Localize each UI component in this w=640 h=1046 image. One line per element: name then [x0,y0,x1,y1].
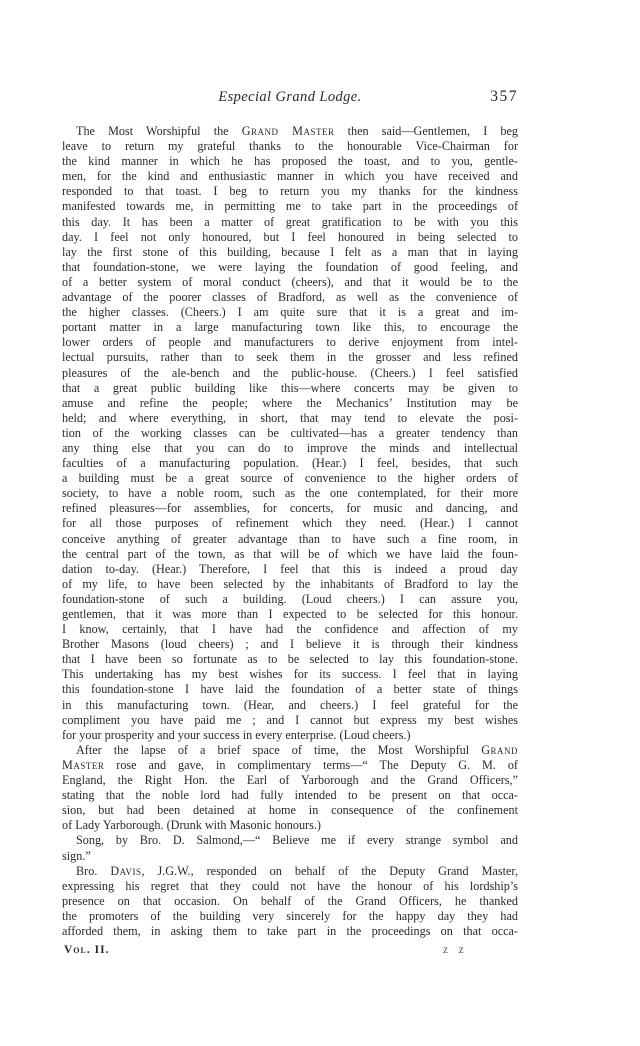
text-line: of my life, to have been selected by the inhabitants of Bradford to lay the [62,576,518,591]
text-line: Master rose and gave, in complimentary terms—“ The Deputy G. M. of [62,757,518,772]
page-body [62,124,518,939]
text-line: this day. It has been a matter of great gratification to be with you this [62,214,518,229]
text-line: faculties of a manufacturing population. (Hear.) I feel, besides, that such [62,456,518,471]
text-line: Brother Masons (loud cheers) ; and I believe it is through their kindness [62,637,518,652]
paragraph [62,833,518,863]
paragraph [62,864,518,939]
text-line: the central part of the town, as that will be of which we have laid the foun- [62,546,518,561]
page-number: 357 [490,88,519,105]
text-line: for all those purposes of refinement which they need. (Hear.) I cannot [62,516,518,531]
text-line: lay the first stone of this building, because I felt as a man that in laying [62,244,518,259]
text-line: lectual pursuits, rather than to seek them in the grosser and less refined [62,350,518,365]
paragraph [62,124,518,743]
text-line: amuse and refine the people; where the Mechanics’ Institution may be [62,395,518,410]
text-line: England, the Right Hon. the Earl of Yarborough and the Grand Officers,” [62,773,518,788]
text-line: portant matter in a large manufacturing town like this, to encourage the [62,320,518,335]
text-line: gentlemen, that it was more than I expected to be selected for this honour. [62,607,518,621]
text-line: a building must be a great source of convenience to the higher orders of [62,471,518,486]
text-line: that a great public building like this—where concerts may be given to [62,380,518,395]
text-line: in this manufacturing town. (Hear, and cheers.) I feel grateful for the [62,697,518,712]
running-title: Especial Grand Lodge. [218,89,362,105]
text-line: advantage of the poorer classes of Bradford, as well as the convenience of [62,290,518,305]
text-line: leave to return my grateful thanks to the honourable Vice-Chairman for [62,139,518,154]
text-line: of a better system of moral conduct (cheers), and that it would be to the [62,274,518,289]
text-line: stating that the noble lord had fully intended to be present on that occa- [62,788,518,803]
text-line: day. I feel not only honoured, but I feel honoured in being selected to [62,229,518,244]
running-head-right [362,88,518,106]
text-line: this foundation-stone I have laid the foundation of a better state of things [62,682,518,697]
text-line: conceive anything of greater advantage than to have such a fine room, in [62,531,518,546]
paragraph [62,743,518,834]
running-head [62,88,518,106]
text-line: held; and where everything, in short, that may tend to elevate the posi- [62,410,518,425]
text-line: the kind manner in which he has proposed the toast, and to you, gentle- [62,154,518,169]
text-line: pleasures of the ale-bench and the public-house. (Cheers.) I feel satisfied [62,365,518,380]
text-line: presence on that occasion. On behalf of the Grand Officers, he thanked [62,893,518,908]
text-line: refined pleasures—for assemblies, for concerts, for music and dancing, and [62,501,518,516]
text-line: Song, by Bro. D. Salmond,—“ Believe me if every strange symbol and [76,833,518,848]
text-line: sion, but had been detained at home in consequence of the confinement [62,803,518,818]
text-line: for your prosperity and your success in every enterprise. (Loud cheers.) [62,727,411,742]
text-line: manifested towards me, in permitting me to take part in the proceedings of [62,199,518,214]
volume-label: Vol. II. [64,944,110,956]
text-line: responded to that toast. I beg to return you my thanks for the kindness [62,184,518,199]
text-line: This undertaking has my best wishes for its success. I feel that in laying [62,667,518,682]
page-footer [62,944,518,960]
small-caps-text: Grand [481,742,518,757]
text-line: the promoters of the building very sincerely for the happy day they had [62,908,518,923]
text-line: the higher classes. (Cheers.) I am quite sure that it is a great and im- [62,305,518,320]
text-line: society, to have a noble room, such as the one contemplated, for their more [62,486,518,501]
text-line: men, for the kind and enthusiastic manner in which you have received and [62,169,518,184]
text-line: of Lady Yarborough. (Drunk with Masonic honours.) [62,818,321,833]
text-line: expressing his regret that they could not have the honour of his lordship’s [62,878,518,893]
text-line: foundation-stone of such a building. (Loud cheers.) I can assure you, [62,591,518,606]
text-line: afforded them, in asking them to take part in the proceedings on that occa- [62,923,518,938]
text-line: After the lapse of a brief space of time, the Most Worshipful Grand [76,742,518,757]
text-line: any thing else that you can do to improve the minds and intellectual [62,440,518,455]
text-line: sign.” [62,848,91,863]
small-caps-text: Davis [110,863,142,878]
text-line: tion of the working classes can be cultivated—has a greater tendency than [62,425,518,440]
text-line: I know, certainly, that I have had the confidence and affection of my [62,622,518,637]
text-line: dation to-day. (Hear.) Therefore, I feel that this is indeed a proud day [62,561,518,576]
text-line: compliment you have paid me ; and I cannot but express my best wishes [62,712,518,727]
text-line: lower orders of people and manufacturers to derive enjoyment from intel- [62,335,518,350]
text-line: Bro. Davis, J.G.W., responded on behalf of the Deputy Grand Master, [76,863,518,878]
small-caps-text: Grand Master [241,124,335,138]
text-line: The Most Worshipful the Grand Master then said—Gentlemen, I beg [76,124,518,138]
signature-mark: z z [443,944,468,956]
text-line: that I have been so fortunate as to be selected to lay this foundation-stone. [62,652,518,667]
small-caps-text: Master [62,757,105,772]
text-line: that foundation-stone, we were laying the foundation of good feeling, and [62,259,518,274]
